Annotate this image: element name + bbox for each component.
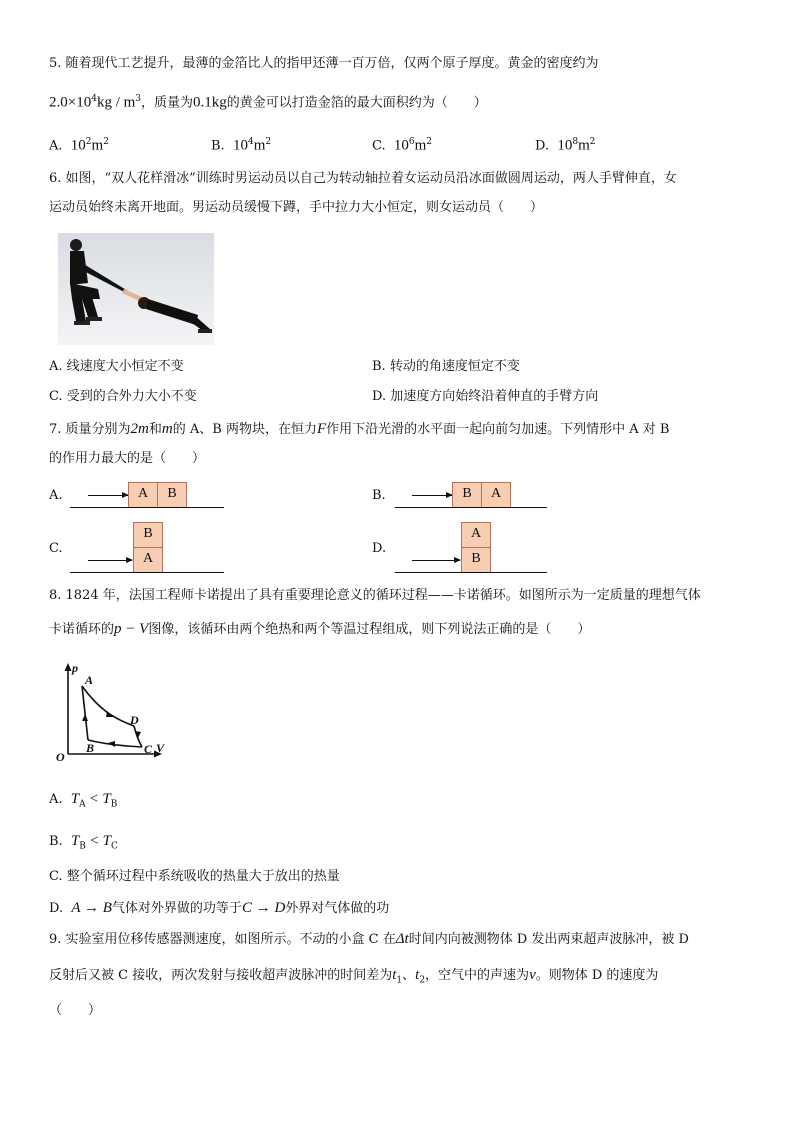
q5-option-d-unit: m: [578, 137, 590, 154]
q5-option-a-unit: m: [91, 137, 104, 154]
q5-option-c-unit: m: [414, 137, 427, 154]
q9-sep: 、: [402, 968, 416, 983]
q8-option-d[interactable]: [49, 899, 389, 918]
q7-stem-line1: [49, 420, 669, 439]
q7-a-block-second: B: [157, 482, 187, 508]
q5-density-exp: 4: [91, 94, 97, 104]
q6-option-a[interactable]: A. 线速度大小恒定不变: [49, 359, 184, 374]
q8-b-s2: C: [111, 841, 118, 852]
q8-b-t2: T: [102, 833, 112, 849]
q8-a-s1: A: [79, 799, 86, 810]
q6-option-d[interactable]: D. 加速度方向始终沿着伸直的手臂方向: [372, 389, 599, 404]
q8-a-op: <: [89, 791, 99, 807]
q8-line2-b: 图像，该循环由两个绝热和两个等温过程组成，则下列说法正确的是（ ）: [148, 622, 591, 637]
q7-option-c-label[interactable]: C.: [49, 541, 63, 556]
q7-option-b-label[interactable]: B.: [372, 488, 386, 503]
q9-t1-sub: 1: [396, 975, 403, 986]
q5-option-b-exp: 4: [247, 137, 254, 147]
q7-p2: 和: [148, 422, 162, 437]
q7-p4: 作用下沿光滑的水平面一起向前匀加速。下列情形中 A 对 B: [326, 422, 670, 437]
figure-skating-photo: [58, 233, 214, 345]
q5-option-c-exp: 6: [408, 137, 415, 147]
q7-d-block-top: A: [461, 522, 491, 548]
q5-option-d-unit-exp: 2: [589, 137, 596, 147]
q7-b-block-second: A: [481, 482, 511, 508]
q5-option-b-label: B.: [211, 138, 225, 154]
q5-option-d-base: 10: [557, 137, 573, 154]
q7-option-d-label[interactable]: D.: [372, 541, 387, 556]
force-arrow-b: [412, 495, 452, 496]
q8-pv: p − V: [114, 621, 149, 637]
q7-c-block-top: B: [133, 522, 163, 548]
q9-stem-line1: [49, 930, 689, 949]
q8-line2-a: 卡诺循环的: [49, 622, 115, 637]
q5-line2-end: 的黄金可以打造金箔的最大面积约为（ ）: [226, 95, 487, 111]
q9-p1: 9. 实验室用位移传感器测速度，如图所示。不动的小盒 C 在: [49, 932, 396, 947]
q5-option-c-base: 10: [393, 137, 409, 154]
pv-axis-p-label: p: [72, 661, 78, 675]
q7-c-block-bottom: A: [133, 547, 163, 573]
q9-t2-sub: 2: [419, 975, 426, 986]
q7-p3: 的 A、B 两物块，在恒力: [172, 422, 317, 437]
q9-delta-t: Δt: [395, 931, 409, 947]
pv-point-c-label: C: [144, 742, 153, 756]
q9-stem-line2: [49, 966, 658, 990]
q9-line2-a: 反射后又被 C 接收，两次发射与接收超声波脉冲的时间差为: [49, 968, 393, 983]
q8-option-a-label: A.: [49, 792, 63, 807]
q7-mass-2m: 2m: [130, 421, 149, 437]
q7-mass-m: m: [161, 421, 173, 437]
q7-b-block-first: B: [452, 482, 482, 508]
q5-mass: 0.1kg: [193, 94, 227, 111]
q5-option-d[interactable]: [535, 133, 596, 155]
q9-sound-speed: v: [529, 967, 536, 983]
carnot-cycle-graph: [52, 660, 172, 765]
q8-d-process-cd: C → D: [241, 900, 286, 916]
q5-stem-line2: [49, 90, 487, 112]
q7-stem-line2: 的作用力最大的是（ ）: [49, 451, 206, 466]
q8-a-t1: T: [70, 791, 80, 807]
q5-option-b-unit-exp: 2: [265, 137, 272, 147]
q8-b-s1: B: [79, 841, 86, 852]
q5-option-b[interactable]: [211, 133, 271, 155]
q5-option-c-label: C.: [372, 138, 386, 154]
q8-d-process-ab: A → B: [71, 900, 112, 916]
force-arrow-a: [88, 495, 128, 496]
q6-option-c[interactable]: C. 受到的合外力大小不变: [49, 389, 197, 404]
q5-option-d-exp: 8: [572, 137, 579, 147]
q9-t1: t: [392, 967, 397, 983]
q8-option-c[interactable]: C. 整个循环过程中系统吸收的热量大于放出的热量: [49, 869, 340, 884]
pv-axis-v-label: V: [156, 741, 165, 755]
q5-option-c[interactable]: [372, 133, 432, 155]
q8-option-b[interactable]: [49, 832, 118, 856]
q7-d-ground: [395, 572, 547, 573]
q8-a-s2: B: [110, 799, 118, 810]
q8-a-t2: T: [102, 791, 111, 807]
q8-option-a[interactable]: [49, 790, 117, 814]
q5-option-a-base: 10: [70, 137, 86, 154]
q5-line2-rest: ，质量为: [141, 95, 194, 111]
q8-stem-line2: [49, 620, 590, 639]
q9-answer-bracket[interactable]: （ ）: [49, 1003, 102, 1018]
q7-a-ground: [70, 507, 224, 508]
q5-density-coef: 2.0×10: [49, 94, 92, 111]
q8-stem-line1: 8. 1824 年，法国工程师卡诺提出了具有重要理论意义的循环过程——卡诺循环。如图所示为一定质量的理想气体: [49, 588, 701, 603]
q8-b-op: <: [90, 833, 99, 849]
q9-line2-c: 。则物体 D 的速度为: [535, 968, 659, 983]
q5-option-d-label: D.: [535, 138, 550, 154]
q9-line2-b: ，空气中的声速为: [425, 968, 530, 983]
pv-point-d-label: D: [130, 713, 139, 727]
q7-option-a-label[interactable]: A.: [49, 488, 63, 503]
force-arrow-c: [88, 560, 132, 561]
q8-d-mid: 气体对外界做的功等于: [111, 901, 242, 916]
carnot-pv-diagram: [52, 660, 172, 765]
q5-density-unit-exp: 3: [135, 94, 142, 104]
q6-stem-line1: 6. 如图，“双人花样滑冰”训练时男运动员以自己为转动轴拉着女运动员沿冰面做圆周运动，两人手臂伸直，女: [49, 171, 677, 186]
q5-density-unit: kg / m: [96, 94, 136, 111]
q7-force-f: F: [316, 421, 327, 437]
q5-option-c-unit-exp: 2: [426, 137, 433, 147]
skating-pair-illustration: [58, 233, 214, 345]
q9-p2: 时间内向被测物体 D 发出两束超声波脉冲，被 D: [408, 932, 689, 947]
force-arrow-d: [412, 560, 460, 561]
q6-option-b[interactable]: B. 转动的角速度恒定不变: [372, 359, 520, 374]
q5-option-a-unit-exp: 2: [103, 137, 109, 147]
q5-option-a-exp: 2: [85, 137, 92, 147]
q7-d-block-bottom: B: [461, 547, 491, 573]
q8-d-end: 外界对气体做的功: [285, 901, 390, 916]
q8-b-t1: T: [70, 833, 80, 849]
q7-b-ground: [395, 507, 547, 508]
q5-option-b-base: 10: [232, 137, 248, 154]
q7-p1: 7. 质量分别为: [49, 422, 131, 437]
q8-option-d-label: D.: [49, 901, 64, 916]
q7-c-ground: [70, 572, 224, 573]
q5-stem-line1: 5. 随着现代工艺提升，最薄的金箔比人的指甲还薄一百万倍，仅两个原子厚度。黄金的密度约为: [49, 56, 599, 71]
q9-t2: t: [415, 967, 420, 983]
q5-option-a[interactable]: [49, 133, 109, 155]
q7-a-block-first: A: [128, 482, 158, 508]
pv-point-a-label: A: [85, 673, 94, 687]
q6-stem-line2: 运动员始终未离开地面。男运动员缓慢下蹲，手中拉力大小恒定，则女运动员（ ）: [49, 200, 544, 215]
pv-point-b-label: B: [86, 741, 95, 755]
q5-option-b-unit: m: [253, 137, 266, 154]
pv-origin-label: O: [56, 750, 65, 764]
q5-option-a-label: A.: [49, 138, 63, 154]
q8-option-b-label: B.: [49, 834, 63, 849]
